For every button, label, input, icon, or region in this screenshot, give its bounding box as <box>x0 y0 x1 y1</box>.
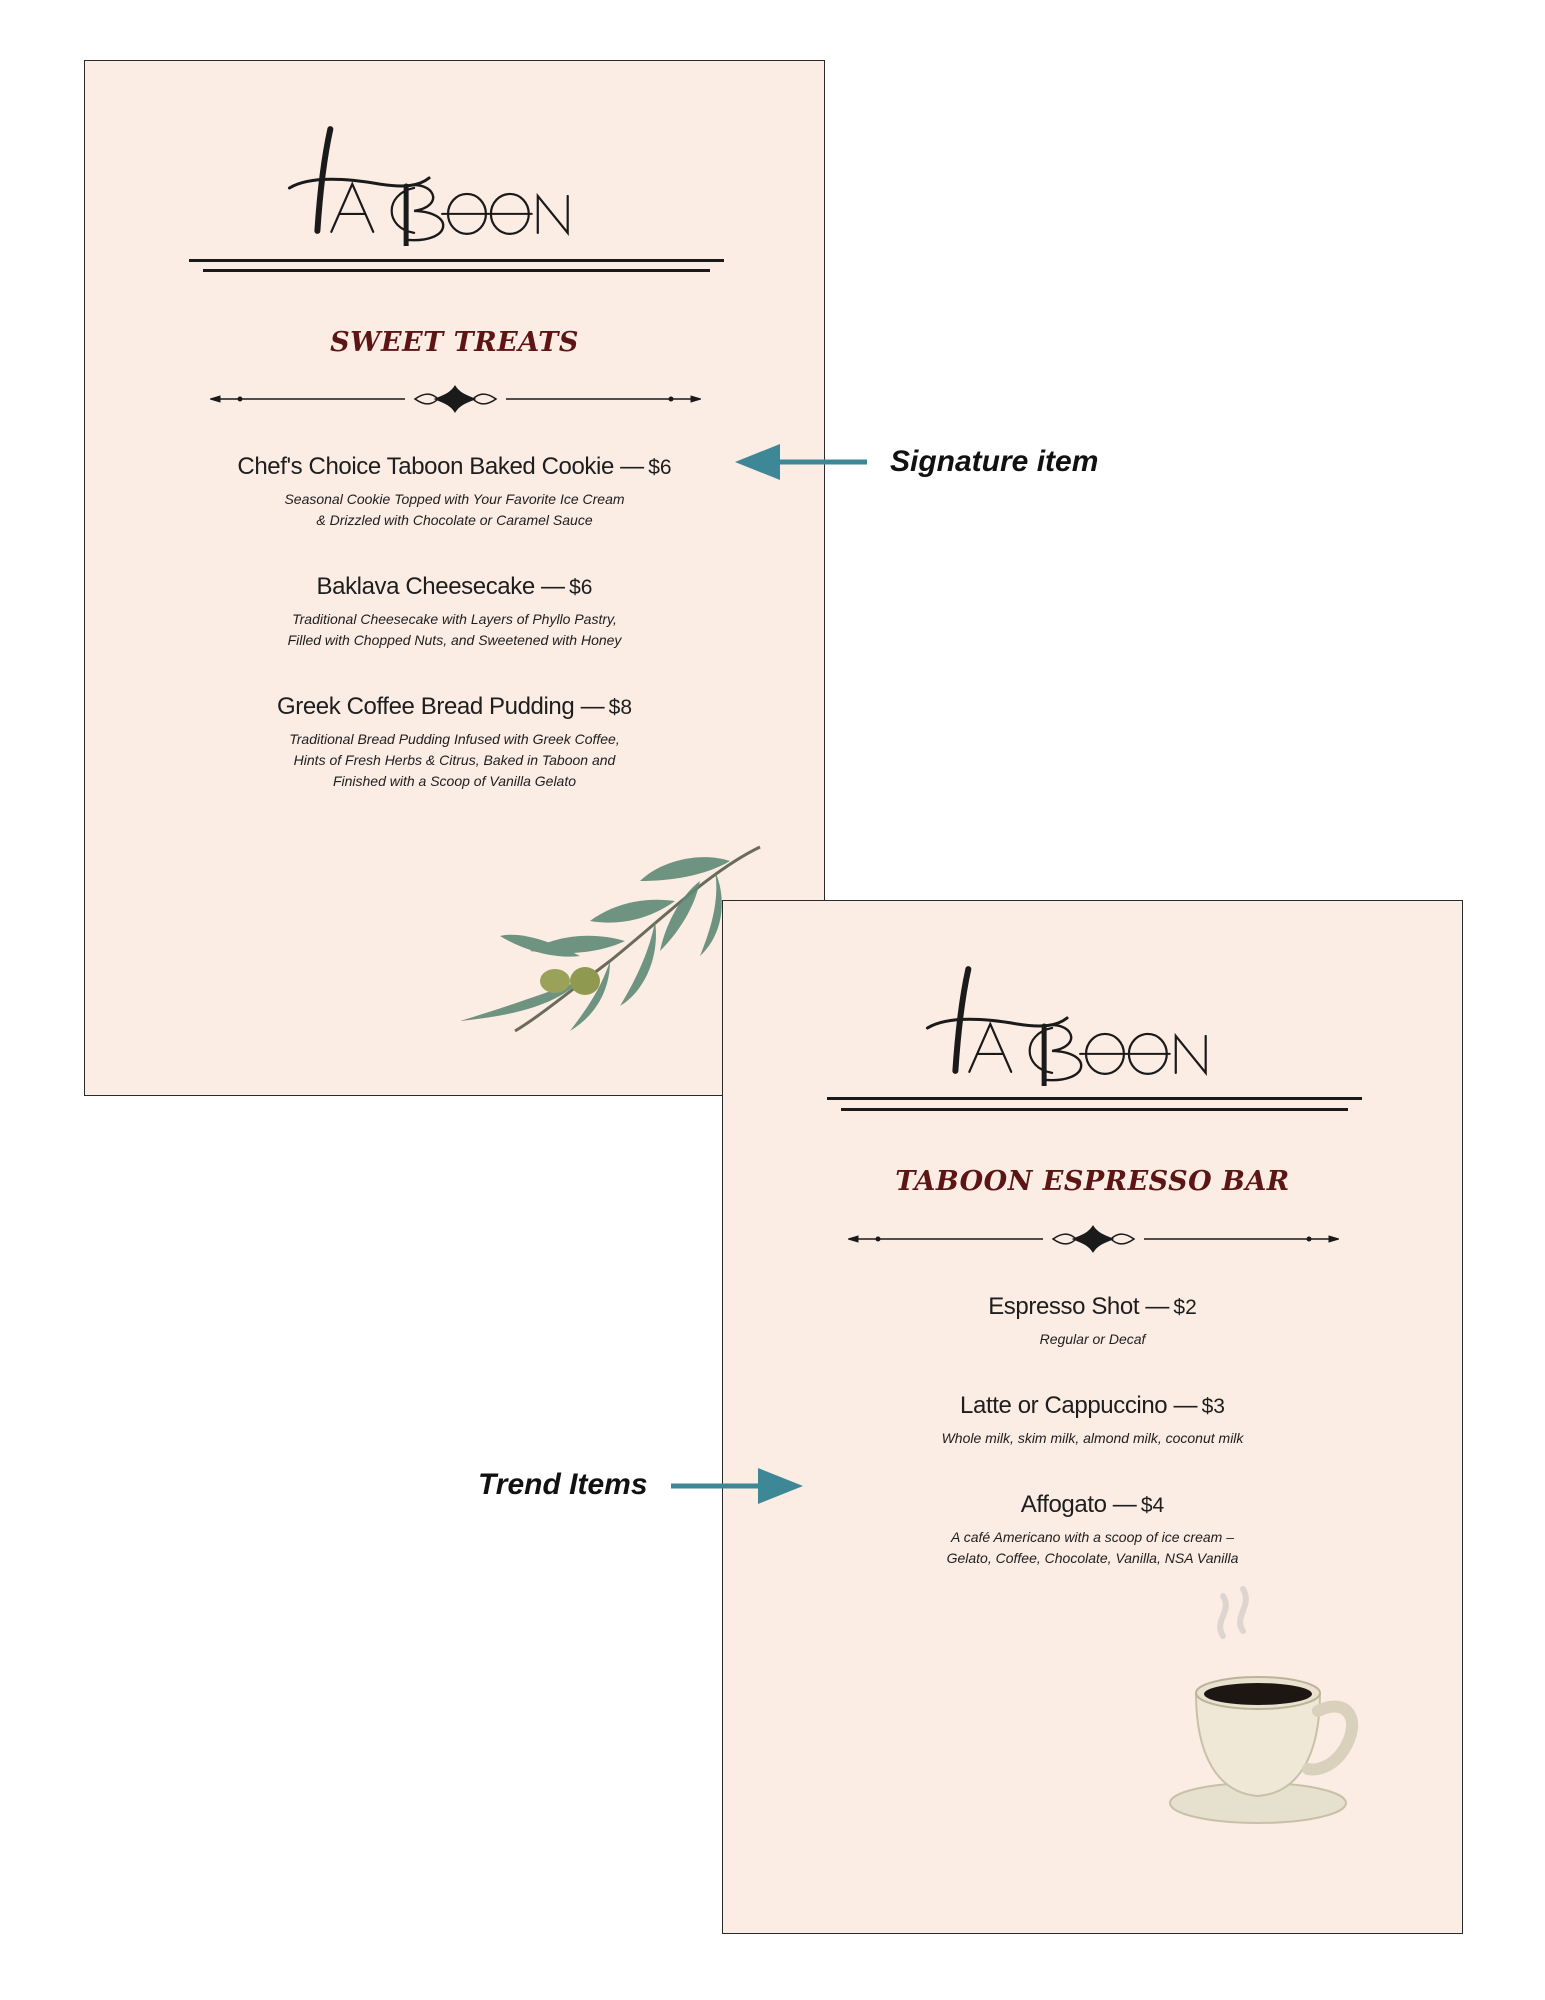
item-description: Regular or Decaf <box>1039 1331 1146 1347</box>
header-rule-bottom <box>841 1108 1348 1111</box>
arrow-right-icon <box>668 1468 803 1504</box>
item-name: Affogato — <box>1020 1491 1137 1518</box>
item-price: $3 <box>1201 1395 1225 1418</box>
item-name: Baklava Cheesecake — <box>316 573 565 600</box>
menu-item <box>723 1491 1462 1569</box>
menu-item <box>85 693 824 792</box>
item-description: A café Americano with a scoop of ice cream – Gelato, Coffee, Chocolate, Vanilla, NSA Vanilla <box>946 1529 1239 1566</box>
menu-item <box>85 453 824 531</box>
header-rule-top <box>189 259 724 262</box>
item-description: Seasonal Cookie Topped with Your Favorite Ice Cream & Drizzled with Chocolate or Caramel Sauce <box>284 491 625 528</box>
ornamental-divider <box>210 384 701 414</box>
taboon-logo <box>723 956 1462 1086</box>
menu-item <box>723 1392 1462 1449</box>
item-price: $4 <box>1140 1494 1165 1517</box>
item-price: $6 <box>648 456 672 479</box>
trend-items-callout: Trend Items <box>478 1468 648 1501</box>
espresso-bar-menu-page <box>722 900 1463 1934</box>
arrow-left-icon <box>735 444 870 480</box>
item-name: Greek Coffee Bread Pudding — <box>276 693 605 720</box>
section-heading: TABOON ESPRESSO BAR <box>895 1166 1290 1197</box>
header-rule-bottom <box>203 269 710 272</box>
menu-item <box>85 573 824 651</box>
signature-item-callout: Signature item <box>890 445 1099 478</box>
item-description: Traditional Cheesecake with Layers of Phyllo Pastry, Filled with Chopped Nuts, and Sweetened with Honey <box>287 611 622 648</box>
item-name: Chef's Choice Taboon Baked Cookie — <box>237 453 644 480</box>
coffee-cup-illustration <box>1158 1581 1378 1831</box>
item-price: $8 <box>608 696 633 719</box>
section-heading: SWEET TREATS <box>330 327 579 358</box>
item-name: Latte or Cappuccino — <box>960 1392 1198 1419</box>
sweet-treats-menu-page <box>84 60 825 1096</box>
ornamental-divider <box>848 1224 1339 1254</box>
taboon-logo <box>85 116 824 246</box>
item-description: Traditional Bread Pudding Infused with Greek Coffee, Hints of Fresh Herbs & Citrus, Baked in Taboon and Finished with a Scoop of Vanilla Gelato <box>289 731 620 789</box>
header-rule-top <box>827 1097 1362 1100</box>
item-description: Whole milk, skim milk, almond milk, coconut milk <box>941 1430 1244 1446</box>
item-price: $6 <box>569 576 593 599</box>
item-price: $2 <box>1173 1296 1197 1319</box>
menu-item <box>723 1293 1462 1350</box>
item-name: Espresso Shot — <box>988 1293 1169 1320</box>
